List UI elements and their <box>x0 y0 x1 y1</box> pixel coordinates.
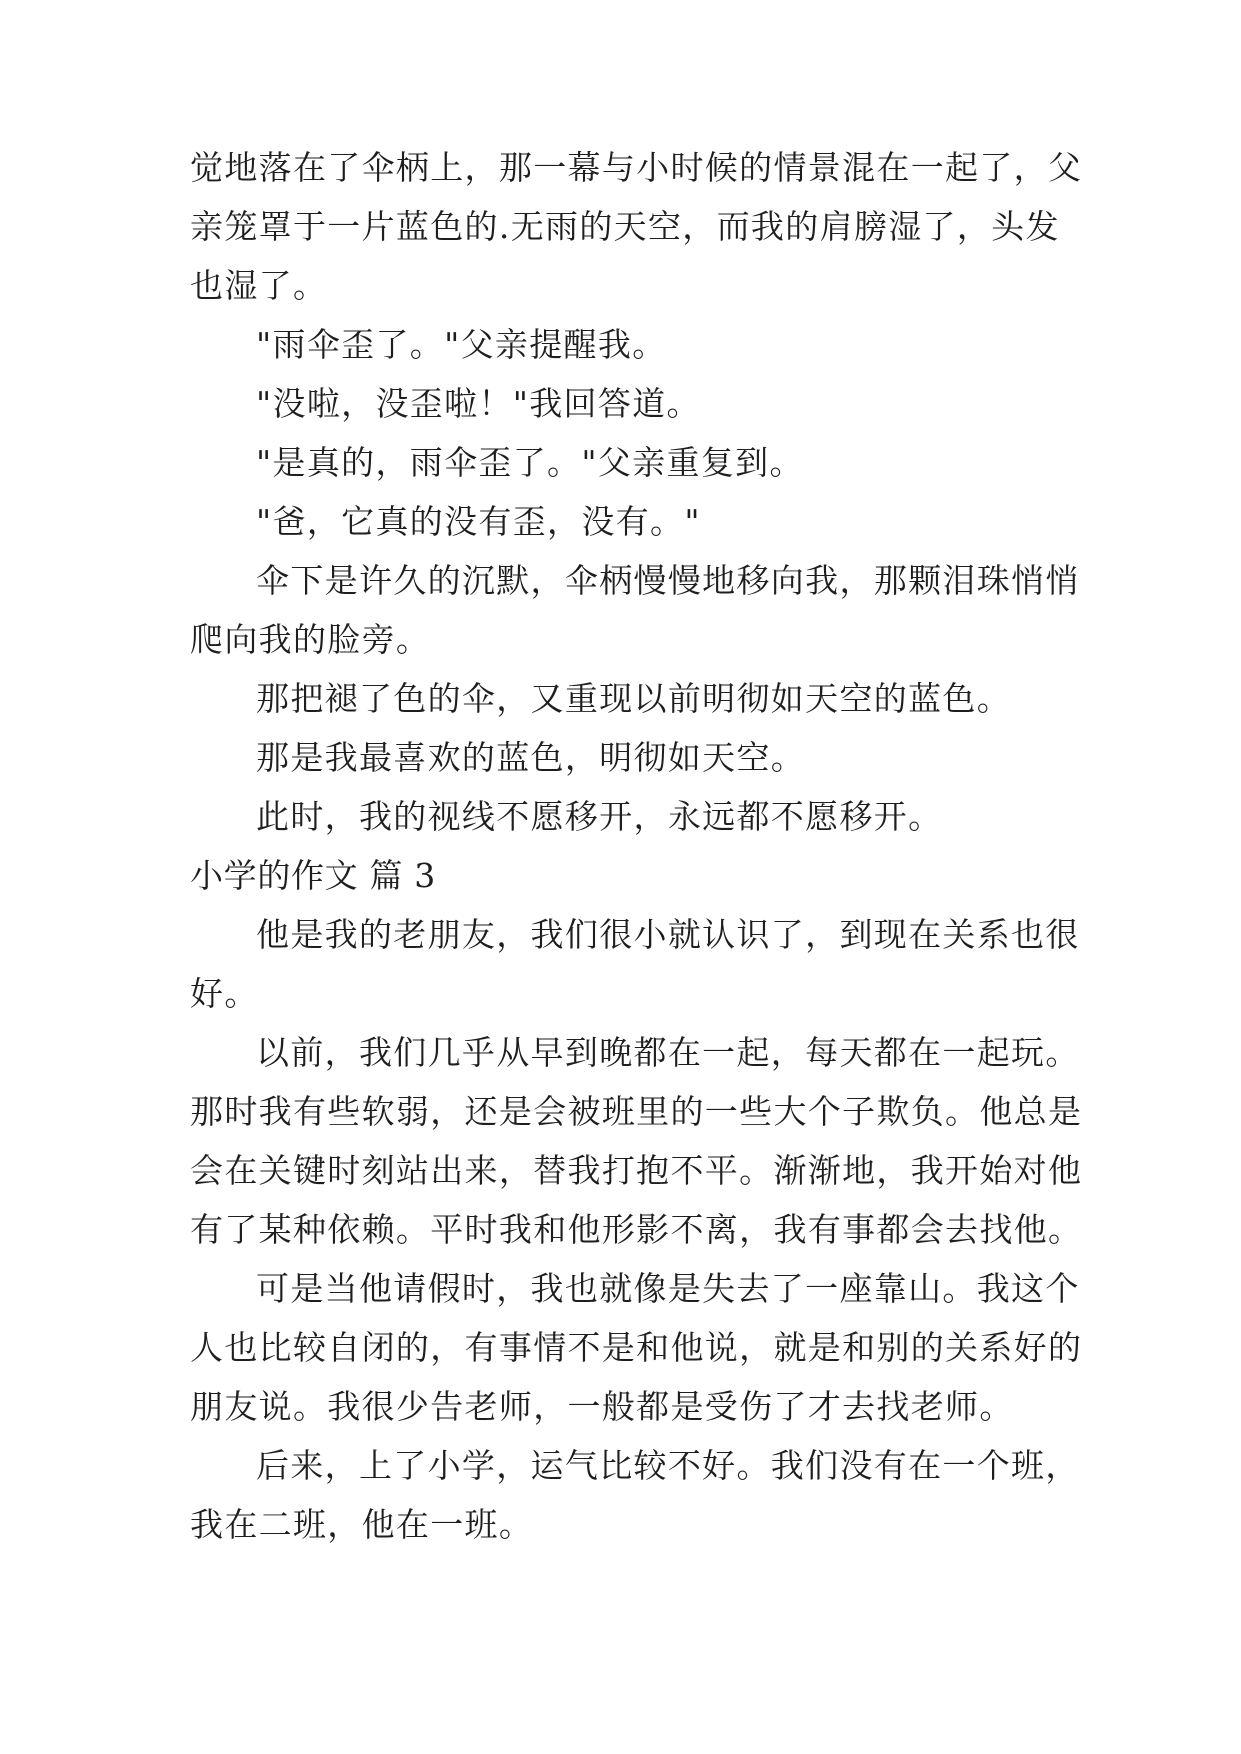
text-line: 爬向我的脸旁。 <box>190 620 431 659</box>
text-line: 我在二班，他在一班。 <box>190 1505 534 1544</box>
dialogue-line: "爸，它真的没有歪，没有。" <box>256 502 701 541</box>
text-line: 会在关键时刻站出来，替我打抱不平。渐渐地，我开始对他 <box>190 1151 1083 1190</box>
text-line: 好。 <box>190 974 259 1013</box>
paragraph-first-line: 后来，上了小学，运气比较不好。我们没有在一个班， <box>256 1446 1080 1485</box>
paragraph-first-line: 可是当他请假时，我也就像是失去了一座靠山。我这个 <box>256 1269 1080 1308</box>
paragraph-first-line: 以前，我们几乎从早到晚都在一起，每天都在一起玩。 <box>256 1033 1080 1072</box>
paragraph-first-line: 他是我的老朋友，我们很小就认识了，到现在关系也很 <box>256 915 1080 954</box>
paragraph-first-line: 那是我最喜欢的蓝色，明彻如天空。 <box>256 738 806 777</box>
text-line: 朋友说。我很少告老师，一般都是受伤了才去找老师。 <box>190 1387 1014 1426</box>
text-line: 那时我有些软弱，还是会被班里的一些大个子欺负。他总是 <box>190 1092 1083 1131</box>
dialogue-line: "是真的，雨伞歪了。"父亲重复到。 <box>256 443 804 482</box>
text-line: 也湿了。 <box>190 266 328 305</box>
paragraph-first-line: 伞下是许久的沉默，伞柄慢慢地移向我，那颗泪珠悄悄 <box>256 561 1080 600</box>
text-line: 人也比较自闭的，有事情不是和他说，就是和别的关系好的 <box>190 1328 1083 1367</box>
dialogue-line: "雨伞歪了。"父亲提醒我。 <box>256 325 667 364</box>
text-line: 亲笼罩于一片蓝色的.无雨的天空，而我的肩膀湿了，头发 <box>190 207 1060 246</box>
text-line: 觉地落在了伞柄上，那一幕与小时候的情景混在一起了，父 <box>190 148 1083 187</box>
text-line: 有了某种依赖。平时我和他形影不离，我有事都会去找他。 <box>190 1210 1083 1249</box>
paragraph-first-line: 那把褪了色的伞，又重现以前明彻如天空的蓝色。 <box>256 679 1012 718</box>
dialogue-line: "没啦，没歪啦！"我回答道。 <box>256 384 701 423</box>
paragraph-first-line: 此时，我的视线不愿移开，永远都不愿移开。 <box>256 797 943 836</box>
section-heading: 小学的作文 篇 3 <box>190 856 436 895</box>
document-page <box>190 0 1083 1754</box>
